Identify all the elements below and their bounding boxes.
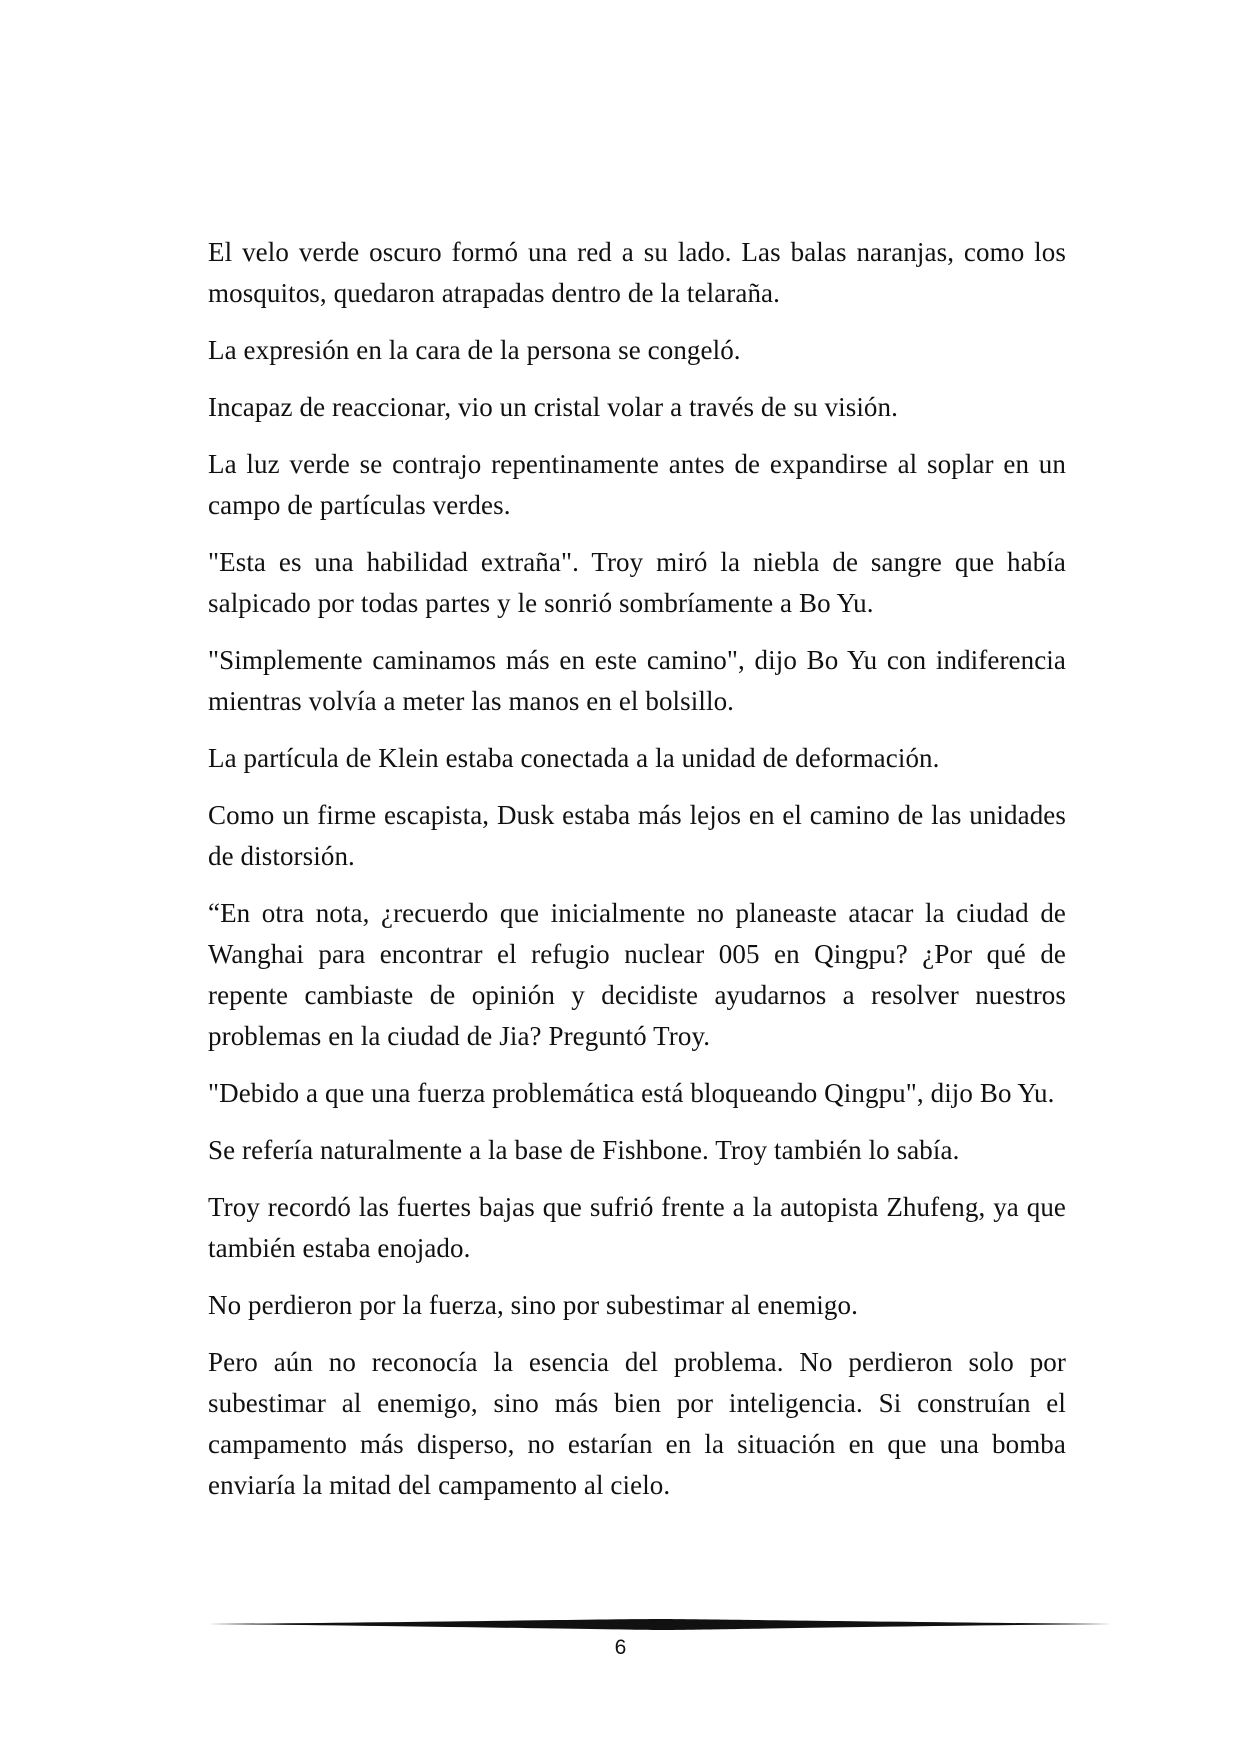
paragraph: El velo verde oscuro formó una red a su lado. Las balas naranjas, como los mosquitos, quedaron atrapadas dentro de la telaraña. [208, 237, 1066, 308]
paragraph: Incapaz de reaccionar, vio un cristal volar a través de su visión. [208, 392, 898, 422]
paragraph: Pero aún no reconocía la esencia del problema. No perdieron solo por subestimar al enemigo, sino más bien por inteligencia. Si construían el campamento más disperso, no estarían en la situación en que una bomba enviaría la mitad del campamento al cielo. [208, 1347, 1066, 1500]
paragraph: Como un firme escapista, Dusk estaba más lejos en el camino de las unidades de distorsión. [208, 800, 1066, 871]
paragraph: "Simplemente caminamos más en este camino", dijo Bo Yu con indiferencia mientras volvía a meter las manos en el bolsillo. [208, 645, 1066, 716]
paragraph: La expresión en la cara de la persona se congeló. [208, 335, 741, 365]
page-number: 6 [614, 1636, 627, 1659]
paragraph: La luz verde se contrajo repentinamente antes de expandirse al soplar en un campo de partículas verdes. [208, 449, 1066, 520]
paragraph: Se refería naturalmente a la base de Fishbone. Troy también lo sabía. [208, 1135, 960, 1165]
paragraph: Troy recordó las fuertes bajas que sufrió frente a la autopista Zhufeng, ya que también estaba enojado. [208, 1192, 1066, 1263]
paragraph: "Debido a que una fuerza problemática está bloqueando Qingpu", dijo Bo Yu. [208, 1078, 1055, 1108]
page-body [208, 232, 1066, 1522]
paragraph: "Esta es una habilidad extraña". Troy miró la niebla de sangre que había salpicado por todas partes y le sonrió sombríamente a Bo Yu. [208, 547, 1066, 618]
paragraph: No perdieron por la fuerza, sino por subestimar al enemigo. [208, 1290, 858, 1320]
paragraph: “En otra nota, ¿recuerdo que inicialmente no planeaste atacar la ciudad de Wanghai para encontrar el refugio nuclear 005 en Qingpu? ¿Por qué de repente cambiaste de opinión y decidiste ayudarnos a resolver nuestros problemas en la ciudad de Jia? Preguntó Troy. [208, 898, 1066, 1051]
paragraph: La partícula de Klein estaba conectada a la unidad de deformación. [208, 743, 940, 773]
footer-divider [208, 1618, 1112, 1632]
